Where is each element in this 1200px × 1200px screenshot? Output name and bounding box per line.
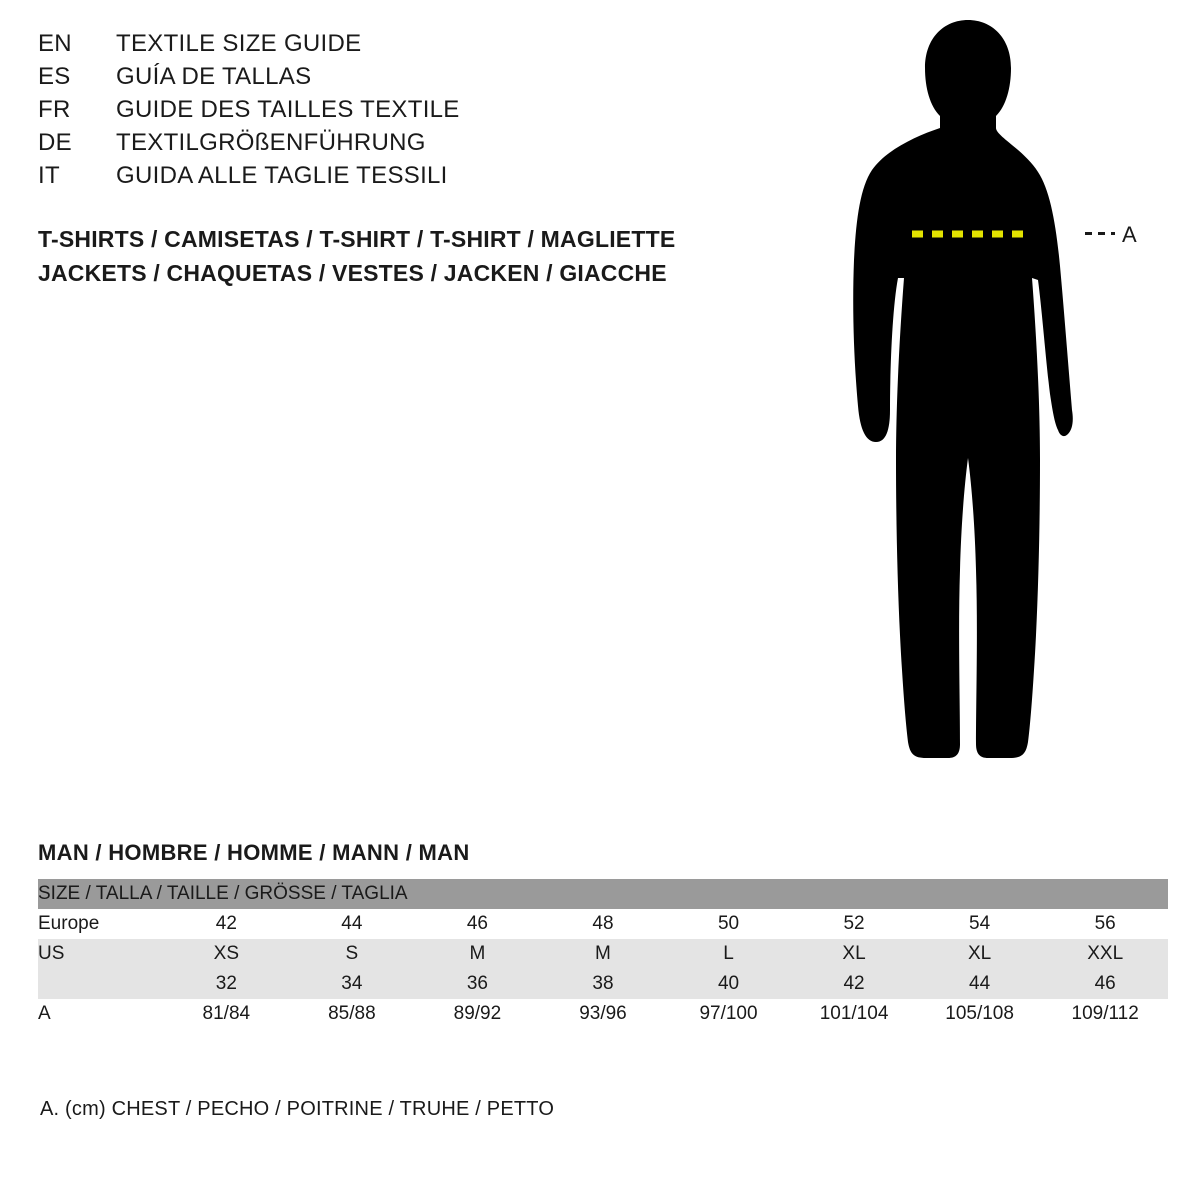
cell-a-2: 85/88 (328, 1003, 376, 1024)
measure-label-a: A (1122, 222, 1138, 247)
cell-us-5: L (723, 943, 734, 964)
table-row (38, 999, 1168, 1029)
cell-num-7: 44 (969, 973, 991, 994)
cell-us-3: M (469, 943, 486, 964)
size-table (38, 879, 1168, 1029)
language-row (38, 162, 738, 195)
language-row (38, 30, 738, 63)
table-row (38, 939, 1168, 969)
footnote-chest: A. (cm) CHEST / PECHO / POITRINE / TRUHE / PETTO (40, 1098, 555, 1120)
measure-leader-dash (1085, 232, 1115, 235)
cell-europe-3: 46 (466, 913, 488, 934)
language-label: GUIDA ALLE TAGLIE TESSILI (116, 162, 448, 189)
cell-europe-1: 42 (215, 913, 237, 934)
cell-num-8: 46 (1094, 973, 1116, 994)
language-code: EN (38, 30, 72, 57)
cell-num-5: 40 (717, 973, 740, 994)
table-row (38, 969, 1168, 999)
cell-us-6: XL (842, 943, 866, 964)
language-label: TEXTILGRÖßENFÜHRUNG (116, 129, 426, 156)
cell-a-7: 105/108 (945, 1003, 1014, 1024)
cell-europe-8: 56 (1094, 913, 1116, 934)
silhouette-svg (820, 10, 1200, 800)
cell-a-8: 109/112 (1071, 1003, 1139, 1024)
row-label-us: US (38, 943, 65, 964)
language-header (38, 30, 738, 195)
cell-a-6: 101/104 (819, 1003, 889, 1024)
language-row (38, 63, 738, 96)
language-code: ES (38, 63, 71, 90)
cell-us-1: XS (213, 943, 239, 964)
cell-a-4: 93/96 (579, 1003, 627, 1024)
cell-europe-7: 54 (969, 913, 991, 934)
table-row (38, 909, 1168, 939)
language-code: DE (38, 129, 72, 156)
cell-europe-5: 50 (717, 913, 740, 934)
garment-category-tshirts: T-SHIRTS / CAMISETAS / T-SHIRT / T-SHIRT / MAGLIETTE (38, 226, 676, 252)
language-label: GUIDE DES TAILLES TEXTILE (116, 96, 460, 123)
cell-us-8: XXL (1087, 943, 1124, 964)
language-label: TEXTILE SIZE GUIDE (116, 30, 362, 57)
row-label-a: A (38, 1003, 51, 1024)
cell-europe-6: 52 (843, 913, 865, 934)
cell-europe-2: 44 (341, 913, 363, 934)
cell-a-1: 81/84 (202, 1003, 251, 1024)
table-group-title: MAN / HOMBRE / HOMME / MANN / MAN (38, 840, 470, 865)
cell-us-4: M (595, 943, 611, 964)
language-code: IT (38, 162, 60, 189)
garment-categories (38, 222, 798, 290)
cell-num-2: 34 (341, 973, 363, 994)
cell-num-6: 42 (843, 973, 865, 994)
cell-a-3: 89/92 (453, 1003, 502, 1024)
cell-europe-4: 48 (592, 913, 614, 934)
language-row (38, 129, 738, 162)
table-header-label: SIZE / TALLA / TAILLE / GRÖSSE / TAGLIA (38, 883, 408, 904)
cell-us-7: XL (967, 943, 992, 964)
cell-us-2: S (345, 943, 359, 964)
male-silhouette-icon (853, 20, 1073, 758)
body-silhouette-figure (820, 10, 1200, 800)
language-code: FR (38, 96, 71, 123)
language-row (38, 96, 738, 129)
size-table-section (38, 840, 1168, 1029)
cell-a-5: 97/100 (699, 1003, 758, 1024)
cell-num-3: 36 (466, 973, 488, 994)
cell-num-1: 32 (215, 973, 237, 994)
row-label-numeric (38, 969, 164, 999)
cell-num-4: 38 (592, 973, 614, 994)
garment-category-jackets: JACKETS / CHAQUETAS / VESTES / JACKEN / GIACCHE (38, 260, 667, 286)
table-header-row (38, 879, 1168, 909)
row-label-europe: Europe (38, 913, 100, 934)
language-label: GUÍA DE TALLAS (116, 63, 312, 90)
